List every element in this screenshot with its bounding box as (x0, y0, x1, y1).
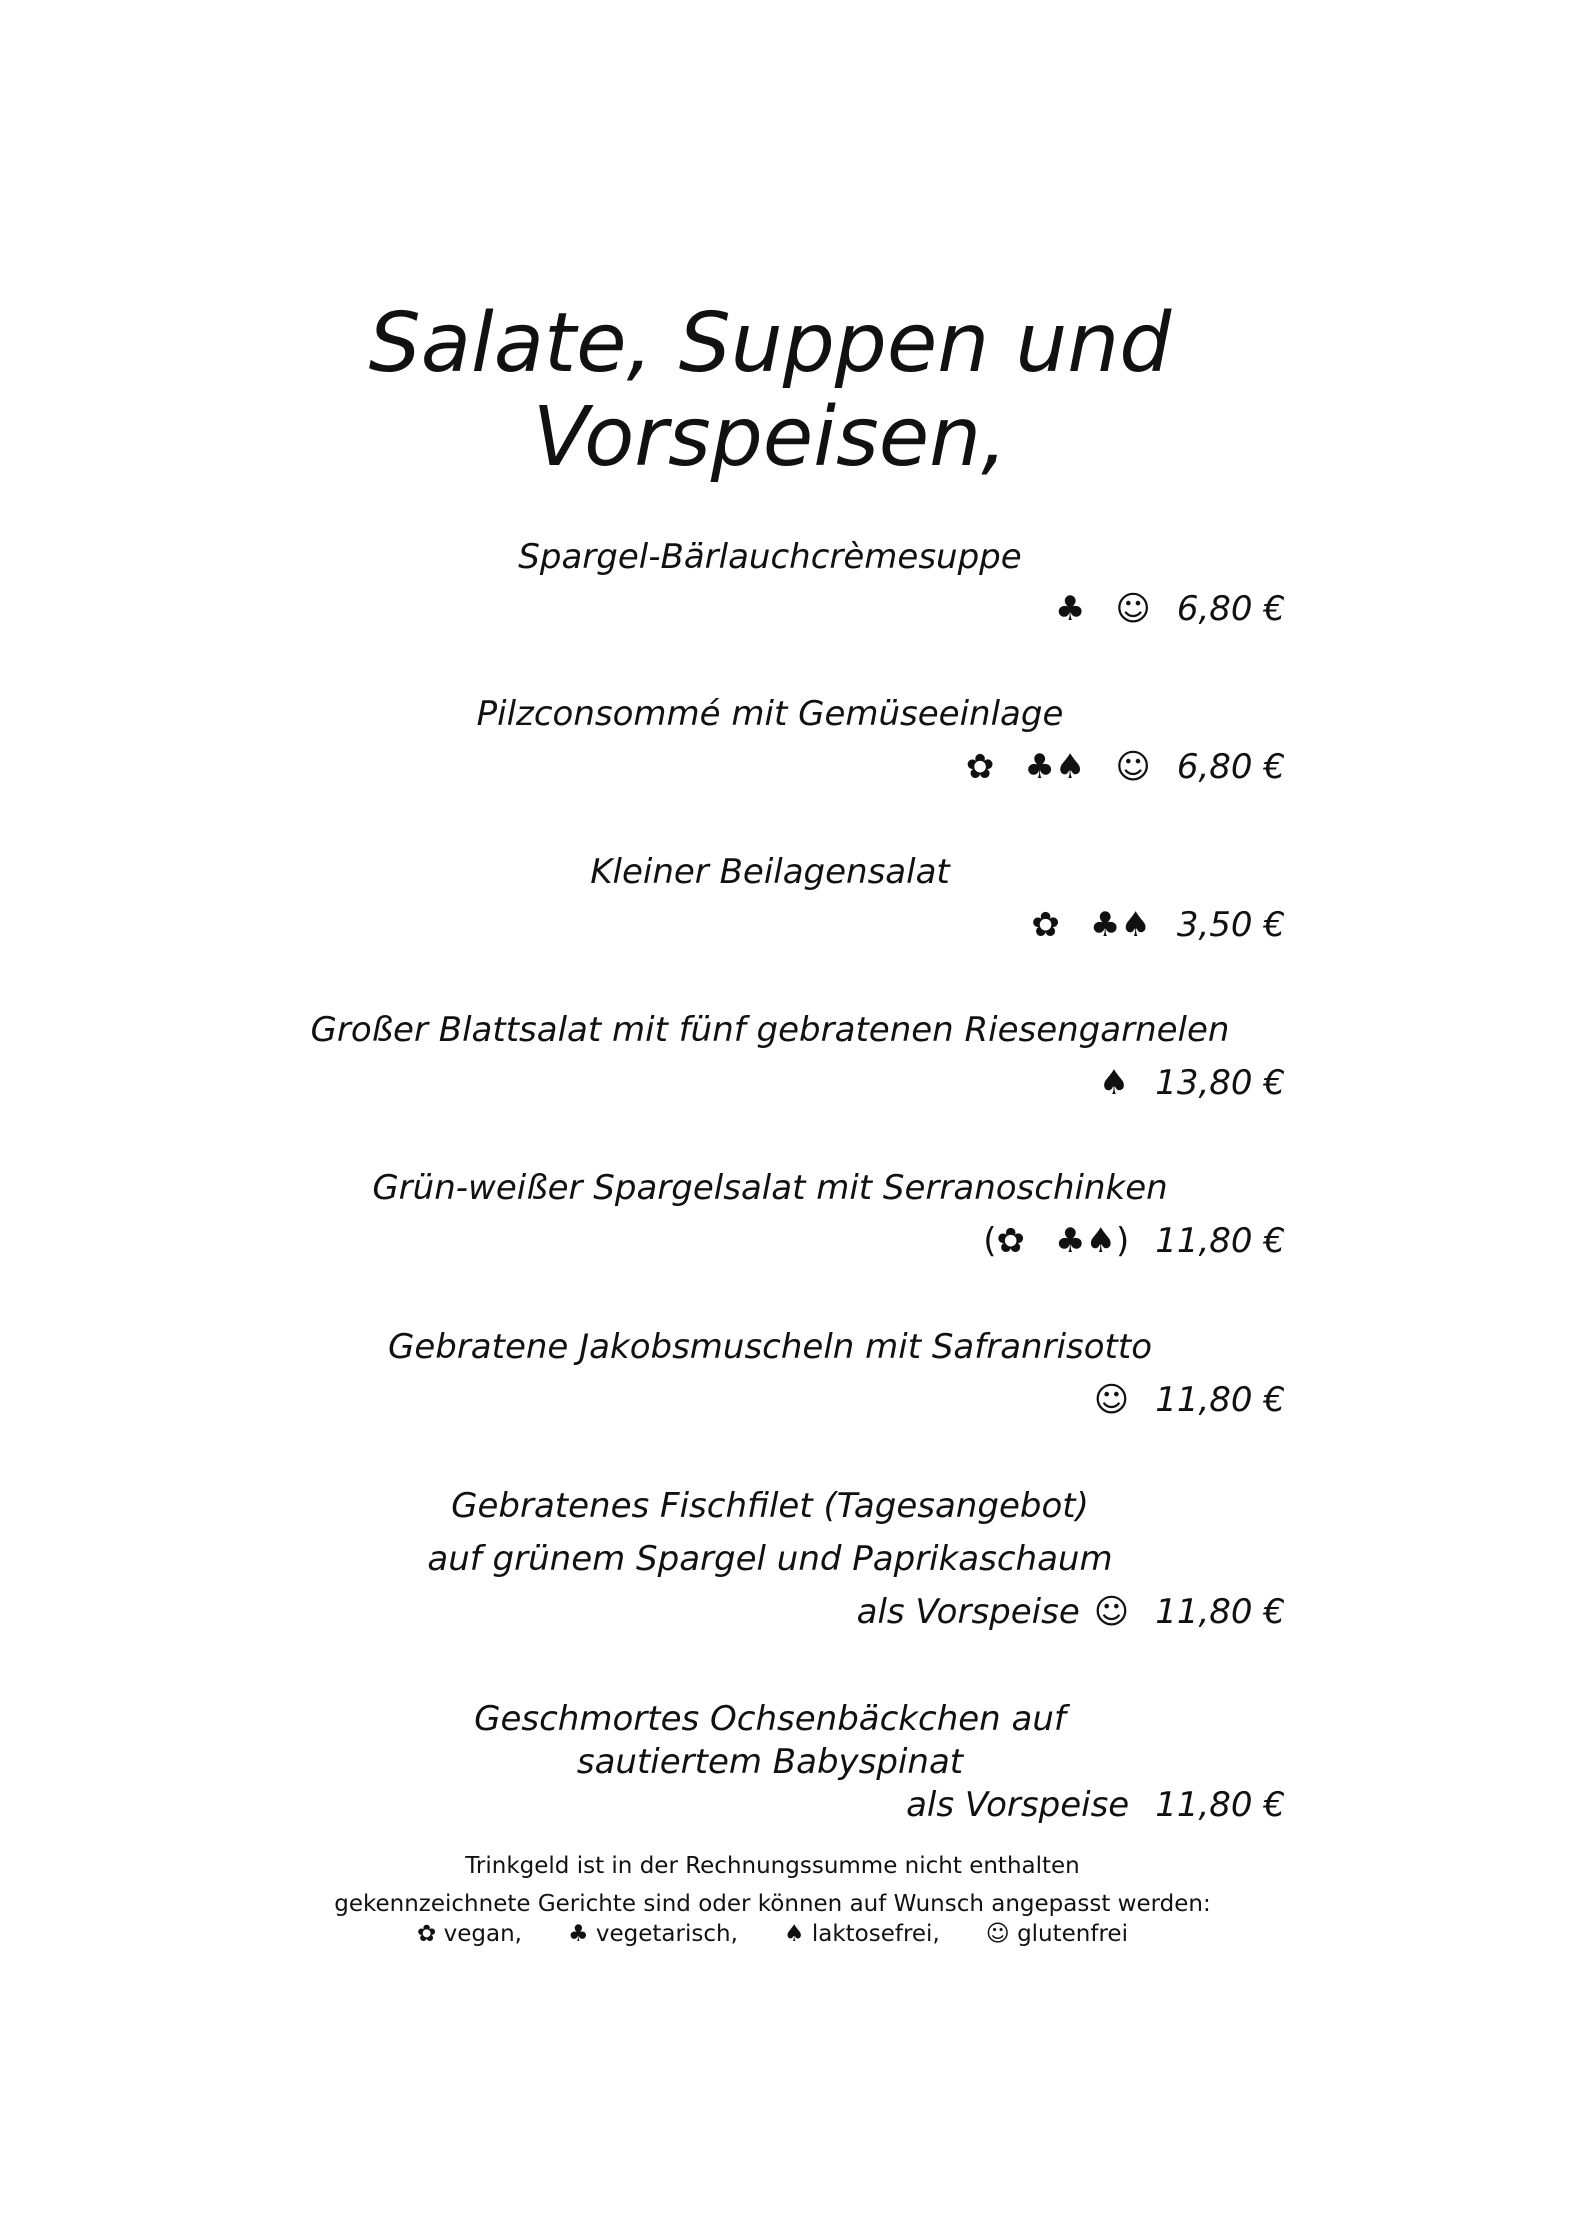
dish-price: 6,80 € (1176, 747, 1285, 787)
legend-label: laktosefrei, (811, 1921, 940, 1947)
dish-price-row (1094, 1378, 1285, 1422)
dish-price-row (1055, 587, 1285, 631)
dish-price: 3,50 € (1176, 905, 1285, 945)
dish-price-row (1031, 903, 1285, 947)
dish-name: Pilzconsommé mit Gemüseeinlage (476, 694, 1064, 734)
vegetarian-icon: ♣ (1024, 747, 1055, 787)
dish-price: 11,80 € (1155, 1221, 1285, 1261)
dish-price-row (906, 1783, 1285, 1827)
vegetarian-icon: ♣ (1054, 589, 1086, 629)
vegan-icon: ✿ (417, 1921, 437, 1947)
lactosefree-icon: ♠ (1098, 1063, 1130, 1103)
legend-item-glutenfree (986, 1919, 1128, 1949)
lactosefree-icon: ♠ (1120, 905, 1151, 945)
dish-name: Gebratenes Fischfilet (Tagesangebot) (451, 1486, 1089, 1526)
vegetarian-icon: ♣ (1089, 905, 1121, 945)
symbol-legend (0, 1919, 1545, 1949)
dish-note: als Vorspeise (906, 1785, 1130, 1825)
dish-name: Gebratene Jakobsmuscheln mit Safranrisotto (387, 1327, 1153, 1367)
lactosefree-icon: ♠ (1054, 747, 1086, 787)
legend-item-lactosefree (784, 1919, 940, 1949)
legend-item-vegetarian (568, 1919, 738, 1949)
dish-price: 11,80 € (1155, 1592, 1285, 1632)
glutenfree-icon: ☺ (1115, 747, 1151, 787)
page-title-line-2: Vorspeisen, (532, 390, 1008, 485)
glutenfree-icon: ☺ (1093, 1380, 1130, 1420)
lactosefree-icon: ♠) (1085, 1221, 1130, 1261)
dish-name: auf grünem Spargel und Paprikaschaum (427, 1539, 1113, 1579)
dish-price: 11,80 € (1155, 1380, 1285, 1420)
glutenfree-icon: ☺ (1093, 1592, 1130, 1632)
legend-label: vegan, (443, 1921, 522, 1947)
dish-price: 11,80 € (1155, 1785, 1285, 1825)
dish-price-row (857, 1590, 1285, 1634)
dish-price-row (983, 1219, 1285, 1263)
dish-name: Großer Blattsalat mit fünf gebratenen Riesengarnelen (310, 1010, 1230, 1050)
dish-name: Geschmortes Ochsenbäckchen auf (474, 1699, 1066, 1739)
dish-name: Kleiner Beilagensalat (590, 852, 950, 892)
dish-price: 6,80 € (1176, 589, 1285, 629)
vegan-icon: (✿ (983, 1221, 1025, 1261)
dish-price-row (966, 745, 1285, 789)
dish-name: Spargel-Bärlauchcrèmesuppe (518, 537, 1022, 577)
dish-name: sautiertem Babyspinat (576, 1742, 964, 1782)
dish-note: als Vorspeise (856, 1592, 1080, 1632)
legend-label: vegetarisch, (595, 1921, 738, 1947)
vegan-icon: ✿ (965, 747, 995, 787)
vegetarian-icon: ♣ (1054, 1221, 1086, 1261)
legend-item-vegan (417, 1919, 522, 1949)
tip-note: Trinkgeld ist in der Rechnungssumme nicht enthalten (465, 1853, 1080, 1879)
adapt-note: gekennzeichnete Gerichte sind oder können auf Wunsch angepasst werden: (334, 1891, 1211, 1917)
dish-price: 13,80 € (1155, 1063, 1285, 1103)
vegan-icon: ✿ (1031, 905, 1060, 945)
legend-label: glutenfrei (1017, 1921, 1128, 1947)
glutenfree-icon: ☺ (985, 1921, 1010, 1947)
glutenfree-icon: ☺ (1115, 589, 1151, 629)
lactosefree-icon: ♠ (783, 1921, 805, 1947)
dish-name: Grün-weißer Spargelsalat mit Serranoschinken (372, 1168, 1168, 1208)
page-title-line-1: Salate, Suppen und (368, 296, 1172, 391)
vegetarian-icon: ♣ (567, 1921, 589, 1947)
dish-price-row (1099, 1061, 1285, 1105)
